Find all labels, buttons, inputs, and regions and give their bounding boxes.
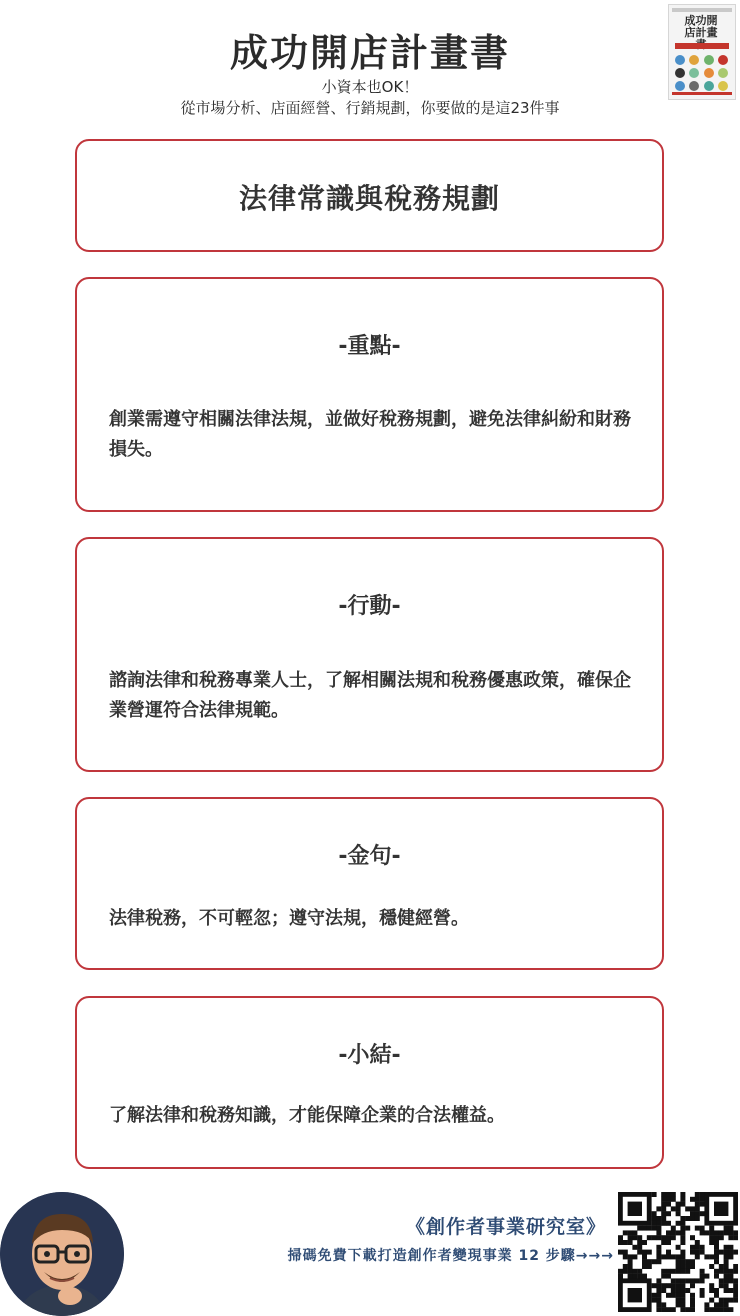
footer-cta[interactable]: 掃碼免費下載打造創作者變現事業 12 步驟→→→: [287, 1248, 614, 1264]
topic-title: 法律常識與稅務規劃: [238, 182, 500, 215]
qr-code-icon[interactable]: [618, 1192, 738, 1312]
key-point-heading: -重點-: [338, 334, 401, 359]
avatar-illustration: [0, 1192, 124, 1316]
book-cover-image: [668, 4, 736, 100]
key-point-text: 創業需遵守相關法律法規，並做好稅務規劃，避免法律糾紛和財務損失。: [109, 409, 631, 460]
topic-card: [75, 139, 664, 252]
page-subtitle: 小資本也OK！: [321, 78, 419, 96]
summary-text: 了解法律和稅務知識，才能保障企業的合法權益。: [109, 1105, 505, 1126]
action-heading: -行動-: [338, 594, 401, 619]
footer-brand: 《創作者事業研究室》: [405, 1216, 606, 1238]
action-card: [75, 537, 664, 772]
page-header: [0, 0, 740, 130]
book-cover-title: 成功開店計畫: [684, 14, 718, 39]
quote-text: 法律稅務，不可輕忽；遵守法規，穩健經營。: [109, 908, 469, 929]
summary-card: [75, 996, 664, 1169]
quote-card: [75, 797, 664, 970]
summary-heading: -小結-: [338, 1043, 401, 1068]
action-text: 諮詢法律和稅務專業人士，了解相關法規和稅務優惠政策，確保企業營運符合法律規範。: [109, 670, 631, 721]
page-tagline: 從市場分析、店面經營、行銷規劃，你要做的是這23件事: [180, 99, 560, 117]
page-title: 成功開店計畫書: [229, 31, 510, 75]
quote-heading: -金句-: [338, 844, 401, 869]
key-point-card: [75, 277, 664, 512]
avatar-icon: [0, 1192, 124, 1316]
